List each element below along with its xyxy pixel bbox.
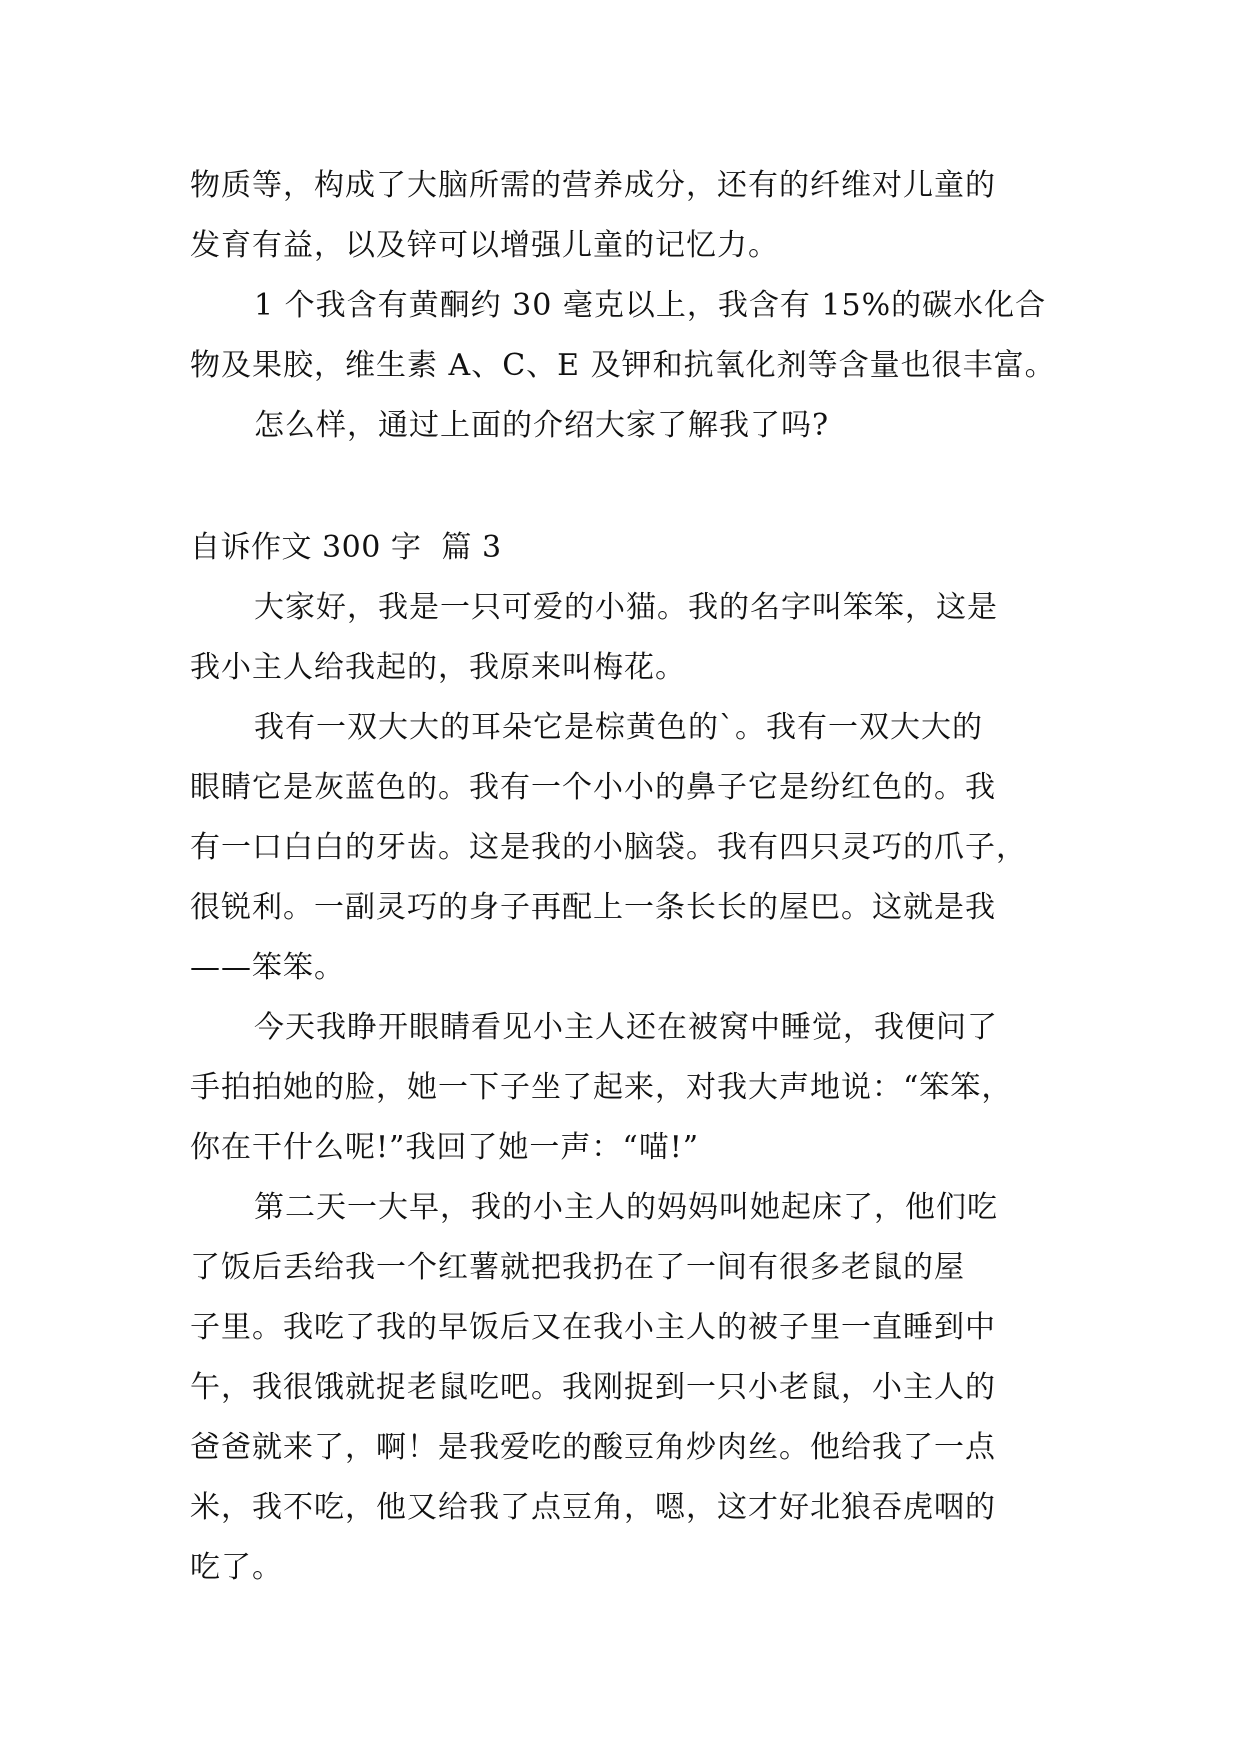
paragraph-line: 怎么样，通过上面的介绍大家了解我了吗?: [254, 408, 830, 443]
paragraph-line: 1 个我含有黄酮约 30 毫克以上，我含有 15%的碳水化合: [254, 288, 1047, 323]
paragraph-line: 物及果胶，维生素 A、C、E 及钾和抗氧化剂等含量也很丰富。: [190, 348, 1056, 383]
paragraph-line: 我小主人给我起的，我原来叫梅花。: [190, 650, 686, 685]
paragraph-line: 爸爸就来了，啊！是我爱吃的酸豆角炒肉丝。他给我了一点: [190, 1430, 996, 1465]
paragraph-line: 你在干什么呢!”我回了她一声：“喵!”: [190, 1130, 700, 1165]
paragraph-line: 今天我睁开眼睛看见小主人还在被窝中睡觉，我便问了: [254, 1010, 998, 1045]
paragraph-line: 有一口白白的牙齿。这是我的小脑袋。我有四只灵巧的爪子，: [190, 830, 1027, 865]
paragraph-line: 子里。我吃了我的早饭后又在我小主人的被子里一直睡到中: [190, 1310, 996, 1345]
paragraph-line: 午，我很饿就捉老鼠吃吧。我刚捉到一只小老鼠，小主人的: [190, 1370, 996, 1405]
paragraph-line: 米，我不吃，他又给我了点豆角，嗯，这才好北狼吞虎咽的: [190, 1490, 996, 1525]
section-gap: [190, 456, 1050, 518]
paragraph-line: 眼睛它是灰蓝色的。我有一个小小的鼻子它是纷红色的。我: [190, 770, 996, 805]
document-body: [190, 156, 1056, 1598]
paragraph-line: 了饭后丢给我一个红薯就把我扔在了一间有很多老鼠的屋: [190, 1250, 965, 1285]
paragraph-line: 很锐利。一副灵巧的身子再配上一条长长的屋巴。这就是我: [190, 890, 996, 925]
paragraph-line: 我有一双大大的耳朵它是棕黄色的`。我有一双大大的: [254, 710, 983, 745]
paragraph-line: 发育有益，以及锌可以增强儿童的记忆力。: [190, 228, 779, 263]
paragraph-line: 大家好，我是一只可爱的小猫。我的名字叫笨笨，这是: [254, 590, 998, 625]
section-heading: 自诉作文 300 字 篇 3: [190, 530, 502, 565]
paragraph-line: 第二天一大早，我的小主人的妈妈叫她起床了，他们吃: [254, 1190, 998, 1225]
paragraph-line: ——笨笨。: [190, 950, 345, 985]
paragraph-line: 手拍拍她的脸，她一下子坐了起来，对我大声地说：“笨笨，: [190, 1070, 1013, 1105]
paragraph-line: 物质等，构成了大脑所需的营养成分，还有的纤维对儿童的: [190, 168, 996, 203]
paragraph-line: 吃了。: [190, 1550, 283, 1585]
